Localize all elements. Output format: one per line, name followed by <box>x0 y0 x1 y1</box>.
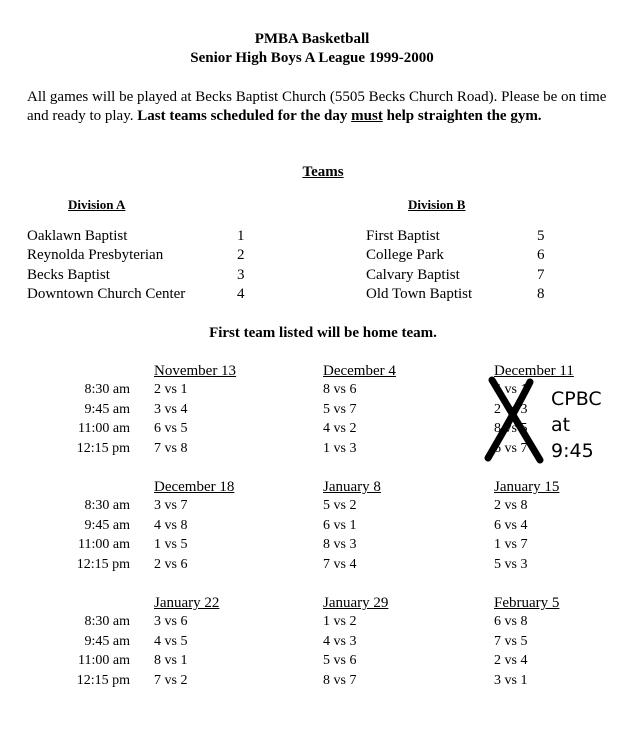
page-title: PMBA Basketball <box>254 31 370 47</box>
game-matchup: 6 vs 4 <box>494 517 528 533</box>
game-matchup: 1 vs 7 <box>494 537 528 553</box>
game-time: 12:15 pm <box>76 441 130 457</box>
annotation-line: at <box>551 414 571 436</box>
division-a-team-name: Oaklawn Baptist <box>27 228 128 244</box>
division-b-team-name: College Park <box>366 247 444 264</box>
game-matchup: 2 vs 6 <box>154 557 188 573</box>
division-a-team-name: Becks Baptist <box>27 266 110 283</box>
game-matchup: 7 vs 5 <box>494 633 528 649</box>
game-matchup: 2 vs 4 <box>494 653 528 669</box>
game-matchup: 8 vs 6 <box>323 382 357 397</box>
game-matchup: 5 vs 7 <box>323 401 357 417</box>
game-matchup: 2 vs 8 <box>494 498 528 513</box>
page-subtitle: Senior High Boys A League 1999-2000 <box>190 50 434 66</box>
game-time: 8:30 am <box>84 614 130 629</box>
intro-bold-underlined: must <box>351 108 383 124</box>
intro-paragraph <box>27 88 612 126</box>
game-date-heading: January 29 <box>323 595 389 611</box>
division-a-team-number: 4 <box>237 285 245 302</box>
game-matchup: 7 vs 2 <box>154 673 188 689</box>
division-b-team-number: 5 <box>537 228 545 244</box>
annotation-line: CPBC <box>551 388 602 410</box>
division-b-team-name: Old Town Baptist <box>366 285 473 302</box>
game-matchup: 5 vs 6 <box>323 653 357 669</box>
game-time: 12:15 pm <box>76 673 130 689</box>
division-b-heading: Division B <box>408 197 466 212</box>
game-time: 12:15 pm <box>76 557 130 573</box>
division-b-team-name: Calvary Baptist <box>366 266 460 283</box>
game-matchup: 4 vs 8 <box>154 517 188 533</box>
division-a-team-name: Reynolda Presbyterian <box>27 247 164 264</box>
annotation-line: 9:45 <box>551 440 594 462</box>
game-matchup: 5 vs 3 <box>494 557 528 573</box>
game-date-heading: January 15 <box>494 479 560 495</box>
intro-text: All games will be played at Becks Baptist Church (5505 Becks Church Road). Please be on time and ready to play. <box>27 89 607 124</box>
division-a-team-number: 3 <box>237 266 245 283</box>
game-date-heading: January 22 <box>154 595 220 611</box>
game-matchup: 2 vs 3 <box>494 401 528 417</box>
game-matchup: 3 vs 1 <box>494 673 528 689</box>
game-date-heading: December 18 <box>154 479 235 495</box>
game-date-heading: February 5 <box>494 595 560 611</box>
annotation-text <box>551 386 602 464</box>
division-a-team-name: Downtown Church Center <box>27 285 186 302</box>
game-matchup: 4 vs 5 <box>154 633 188 649</box>
game-date-heading: December 4 <box>323 363 396 379</box>
game-matchup: 4 vs 2 <box>323 421 357 437</box>
game-date-heading: November 13 <box>154 363 237 379</box>
game-time: 11:00 am <box>78 653 130 669</box>
game-matchup: 3 vs 6 <box>154 614 188 629</box>
game-matchup: 7 vs 8 <box>154 441 188 457</box>
intro-bold-post: help straighten the gym. <box>382 108 542 124</box>
game-matchup: 4 vs 1 <box>494 382 528 397</box>
division-a-heading: Division A <box>68 197 126 212</box>
game-matchup: 1 vs 5 <box>154 537 188 553</box>
game-matchup: 6 vs 8 <box>494 614 528 629</box>
division-b-team-number: 6 <box>537 247 545 264</box>
game-date-heading: January 8 <box>323 479 381 495</box>
game-time: 8:30 am <box>84 382 130 397</box>
game-time: 9:45 am <box>84 517 130 533</box>
game-date-heading: December 11 <box>494 363 574 379</box>
home-team-note: First team listed will be home team. <box>209 325 437 341</box>
teams-heading: Teams <box>302 164 344 180</box>
cross-out-mark <box>480 372 550 467</box>
game-matchup: 2 vs 1 <box>154 382 188 397</box>
game-matchup: 1 vs 3 <box>323 441 357 457</box>
division-a-team-number: 1 <box>237 228 245 244</box>
game-time: 9:45 am <box>84 633 130 649</box>
game-time: 11:00 am <box>78 421 130 437</box>
game-matchup: 8 vs 7 <box>323 673 357 689</box>
division-b-team-number: 7 <box>537 266 545 283</box>
game-matchup: 7 vs 4 <box>323 557 357 573</box>
game-matchup: 3 vs 7 <box>154 498 188 513</box>
game-matchup: 3 vs 4 <box>154 401 188 417</box>
game-matchup: 6 vs 1 <box>323 517 357 533</box>
game-time: 8:30 am <box>84 498 130 513</box>
game-matchup: 5 vs 2 <box>323 498 357 513</box>
game-time: 11:00 am <box>78 537 130 553</box>
game-matchup: 6 vs 5 <box>154 421 188 437</box>
division-a-team-number: 2 <box>237 247 245 264</box>
intro-bold-pre: Last teams scheduled for the day <box>137 108 352 124</box>
game-matchup: 4 vs 3 <box>323 633 357 649</box>
game-matchup: 6 vs 7 <box>494 441 528 457</box>
game-time: 9:45 am <box>84 401 130 417</box>
division-b-team-name: First Baptist <box>366 228 440 244</box>
division-b-team-number: 8 <box>537 285 545 302</box>
game-matchup: 8 vs 3 <box>323 537 357 553</box>
game-matchup: 8 vs 5 <box>494 421 528 437</box>
game-matchup: 1 vs 2 <box>323 614 357 629</box>
game-matchup: 8 vs 1 <box>154 653 188 669</box>
